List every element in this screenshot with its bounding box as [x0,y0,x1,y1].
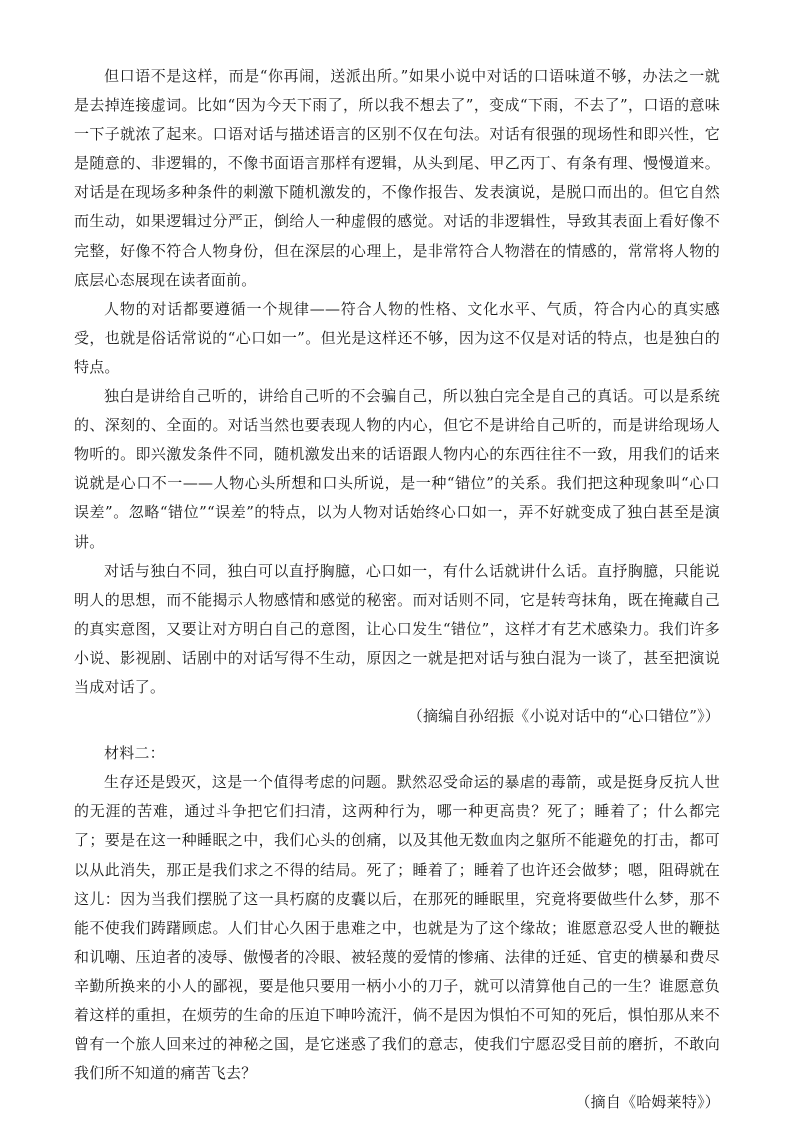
source-citation: （摘自《哈姆莱特》） [575,1093,720,1112]
source-citation: （摘编自孙绍振《小说对话中的“心口错位”》） [407,707,720,726]
paragraph: 独白是讲给自己听的，讲给自己听的不会骗自己，所以独白完全是自己的真话。可以是系统的、深刻的、全面的。对话当然也要表现人物的内心，但它不是讲给自己听的，而是讲给现场人物听的。即兴激发条件不同，随机激发出来的话语跟人物内心的东西往往不一致，用我们的话来说就是心口不一——人物心头所想和口头所说，是一种“错位”的关系。我们把这种现象叫“心口误差”。忽略“错位”“误差”的特点，以为人物对话始终心口如一，弄不好就变成了独白甚至是演讲。 [74,387,720,551]
document-page [74,62,720,1117]
paragraph: 但口语不是这样，而是“你再闹，送派出所。”如果小说中对话的口语味道不够，办法之一就是去掉连接虚词。比如“因为今天下雨了，所以我不想去了”，变成“下雨，不去了”，口语的意味一下子就浓了起来。口语对话与描述语言的区别不仅在句法。对话有很强的现场性和即兴性，它是随意的、非逻辑的，不像书面语言那样有逻辑，从头到尾、甲乙丙丁、有条有理、慢慢道来。对话是在现场多种条件的刺激下随机激发的，不像作报告、发表演说，是脱口而出的。但它自然而生动，如果逻辑过分严正，倒给人一种虚假的感觉。对话的非逻辑性，导致其表面上看好像不完整，好像不符合人物身份，但在深层的心理上，是非常符合人物潜在的情感的，常常将人物的底层心态展现在读者面前。 [74,67,720,289]
paragraph: 生存还是毁灭，这是一个值得考虑的问题。默然忍受命运的暴虐的毒箭，或是挺身反抗人世的无涯的苦难，通过斗争把它们扫清，这两种行为，哪一种更高贵？死了；睡着了；什么都完了；要是在这一种睡眠之中，我们心头的创痛，以及其他无数血肉之躯所不能避免的打击，都可以从此消失，那正是我们求之不得的结局。死了；睡着了；睡着了也许还会做梦；嗯，阻碍就在这儿：因为当我们摆脱了这一具朽腐的皮囊以后，在那死的睡眠里，究竟将要做些什么梦，那不能不使我们踌躇顾虑。人们甘心久困于患难之中，也就是为了这个缘故；谁愿意忍受人世的鞭挞和讥嘲、压迫者的凌辱、傲慢者的冷眼、被轻蔑的爱情的惨痛、法律的迁延、官吏的横暴和费尽辛勤所换来的小人的鄙视，要是他只要用一柄小小的刀子，就可以清算他自己的一生？谁愿意负着这样的重担，在烦劳的生命的压迫下呻吟流汗，倘不是因为惧怕不可知的死后，惧怕那从来不曾有一个旅人回来过的神秘之国，是它迷惑了我们的意志，使我们宁愿忍受目前的磨折，不敢向我们所不知道的痛苦飞去？ [74,773,720,1083]
paragraph: 人物的对话都要遵循一个规律——符合人物的性格、文化水平、气质，符合内心的真实感受，也就是俗话常说的“心口如一”。但光是这样还不够，因为这不仅是对话的特点，也是独白的特点。 [74,299,720,376]
paragraph: 对话与独白不同，独白可以直抒胸臆，心口如一，有什么话就讲什么话。直抒胸臆，只能说明人的思想，而不能揭示人物感情和感觉的秘密。而对话则不同，它是转弯抹角，既在掩藏自己的真实意图，又要让对方明白自己的意图，让心口发生“错位”，这样才有艺术感染力。我们许多小说、影视剧、话剧中的对话写得不生动，原因之一就是把对话与独白混为一谈了，甚至把演说当成对话了。 [74,561,720,696]
section-heading: 材料二： [104,744,165,763]
